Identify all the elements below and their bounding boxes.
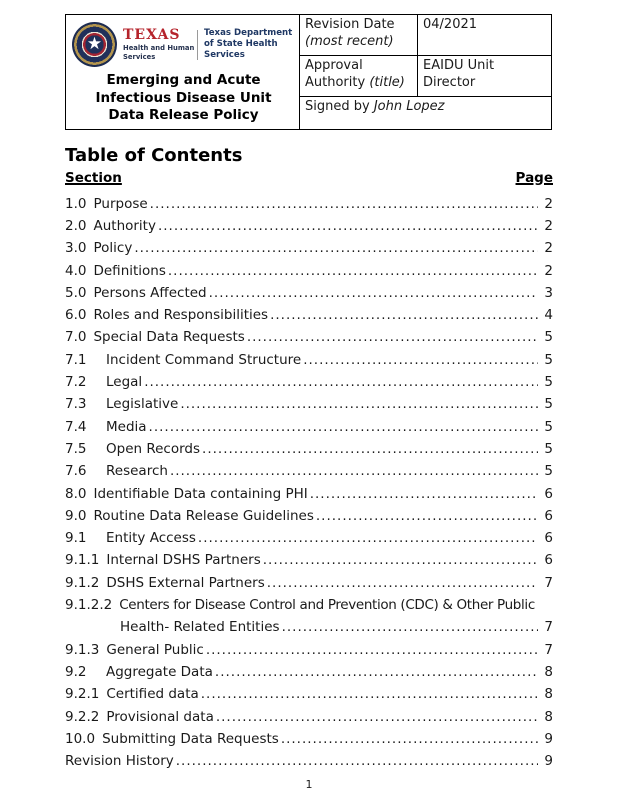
toc-row <box>65 639 553 661</box>
hhs-label: Health and Human Services <box>123 44 195 61</box>
toc-section-header: Section <box>65 169 122 186</box>
toc-entry-label: Purpose <box>93 195 148 212</box>
toc-entry-page: 5 <box>544 396 553 413</box>
toc-row-continuation <box>65 616 553 638</box>
toc-entry-number: 7.4 <box>65 418 87 435</box>
toc-entry-page: 8 <box>544 686 553 703</box>
toc-entry-label: Legal <box>106 374 143 391</box>
dot-leader <box>215 661 538 683</box>
revision-date-value: 04/2021 <box>423 17 478 32</box>
dot-leader <box>201 683 538 705</box>
signed-by-name: John Lopez <box>373 98 445 114</box>
toc-row <box>65 438 553 460</box>
signed-by-row <box>300 97 551 129</box>
toc-entry-page: 4 <box>544 307 553 324</box>
toc-entry-number: 7.5 <box>65 440 87 457</box>
dot-leader <box>267 572 538 594</box>
toc-entry-number: 9.1.2.2 <box>65 597 113 614</box>
toc-entry-page: 7 <box>544 619 553 636</box>
toc-entry-label: Research <box>106 463 168 480</box>
dot-leader <box>149 416 538 438</box>
toc-entry-number: 2.0 <box>65 217 87 234</box>
toc-entry-number: 1.0 <box>65 195 87 212</box>
toc-entry-page: 5 <box>544 329 553 346</box>
toc-entry-number: 9.1.2 <box>65 574 100 591</box>
dot-leader <box>170 460 538 482</box>
approval-authority-note: (title) <box>369 74 405 90</box>
toc-entry-label: Open Records <box>106 440 201 457</box>
dot-leader <box>180 393 538 415</box>
toc-entry-label: Aggregate Data <box>106 663 213 680</box>
toc-entry-page: 5 <box>544 374 553 391</box>
toc-entry-number: 4.0 <box>65 262 87 279</box>
toc-entry-page: 2 <box>544 195 553 212</box>
toc-row <box>65 728 553 750</box>
toc-entry-page: 5 <box>544 351 553 368</box>
toc-entry-label: Authority <box>93 217 156 234</box>
toc-entry-page: 8 <box>544 663 553 680</box>
dot-leader <box>209 282 538 304</box>
toc-entry-page: 6 <box>544 507 553 524</box>
toc-entry-number: 5.0 <box>65 284 87 301</box>
approval-authority-row <box>300 56 551 97</box>
toc-entry-page: 5 <box>544 463 553 480</box>
toc-entry-number: 7.0 <box>65 329 87 346</box>
toc-entry-number: 9.1.3 <box>65 641 100 658</box>
toc-page-header: Page <box>515 169 553 186</box>
toc-entry-label: Definitions <box>93 262 166 279</box>
header-left-cell <box>66 15 300 129</box>
toc-row <box>65 349 553 371</box>
toc-entry-label: Certified data <box>106 686 199 703</box>
dot-leader <box>176 750 538 772</box>
toc-entry-page: 6 <box>544 485 553 502</box>
toc-entry-number: 9.2 <box>65 663 87 680</box>
toc-entry-number: 7.3 <box>65 396 87 413</box>
toc-row <box>65 237 553 259</box>
toc-entry-label: Roles and Responsibilities <box>93 307 269 324</box>
toc-row <box>65 483 553 505</box>
dot-leader <box>144 371 538 393</box>
toc-row <box>65 572 553 594</box>
toc-row <box>65 371 553 393</box>
toc-entry-page: 5 <box>544 440 553 457</box>
toc-entry-label: Media <box>106 418 147 435</box>
toc-row <box>65 706 553 728</box>
toc-entry-number: 9.1 <box>65 530 87 547</box>
hhs-logo-text <box>123 28 195 61</box>
toc-row <box>65 549 553 571</box>
toc-entry-label: General Public <box>106 641 204 658</box>
dot-leader <box>158 215 538 237</box>
toc-entry-number: 6.0 <box>65 307 87 324</box>
toc-entry-page: 2 <box>544 262 553 279</box>
toc-row <box>65 260 553 282</box>
toc-entry-number: 9.1.1 <box>65 552 100 569</box>
toc-entry-number: 9.0 <box>65 507 87 524</box>
toc-row <box>65 527 553 549</box>
texas-wordmark: TEXAS <box>123 27 181 44</box>
dot-leader <box>303 349 538 371</box>
toc-row <box>65 683 553 705</box>
toc-entry-label: DSHS External Partners <box>106 574 265 591</box>
toc-entry-page: 6 <box>544 552 553 569</box>
toc-row <box>65 505 553 527</box>
toc-entry-label: Provisional data <box>106 708 214 725</box>
signed-by-cell <box>300 97 450 129</box>
revision-date-label-text: Revision Date <box>305 17 395 32</box>
toc-entry-number: 7.2 <box>65 374 87 391</box>
dot-leader <box>202 438 538 460</box>
toc-entry-label: Special Data Requests <box>93 329 245 346</box>
dshs-label: Texas Department of State Health Services <box>204 27 293 61</box>
logo-divider <box>197 30 198 60</box>
document-title: Emerging and Acute Infectious Disease Unit Data Release Policy <box>95 72 272 124</box>
toc-entry-number: 7.6 <box>65 463 87 480</box>
dot-leader <box>216 706 538 728</box>
approval-authority-label <box>300 56 418 96</box>
toc-list <box>65 193 553 773</box>
toc-row <box>65 326 553 348</box>
header-table <box>65 14 552 130</box>
toc-row <box>65 393 553 415</box>
revision-date-row <box>300 15 551 56</box>
toc-entry-page: 3 <box>544 284 553 301</box>
toc-entry-number: 8.0 <box>65 485 87 502</box>
star-icon: ★ <box>86 34 103 54</box>
toc-entry-page: 7 <box>544 574 553 591</box>
toc-entry-page: 9 <box>544 753 553 770</box>
dot-leader <box>150 193 538 215</box>
header-right-grid <box>300 15 551 129</box>
toc-entry-page: 6 <box>544 530 553 547</box>
toc-entry-label: Internal DSHS Partners <box>106 552 261 569</box>
dot-leader <box>270 304 538 326</box>
dot-leader <box>206 639 538 661</box>
toc-entry-number: 9.2.1 <box>65 686 100 703</box>
toc-row <box>65 215 553 237</box>
approval-authority-value: EAIDU Unit Director <box>423 57 495 90</box>
dot-leader <box>198 527 538 549</box>
toc-entry-page: 8 <box>544 708 553 725</box>
toc-entry-label: Policy <box>93 240 133 257</box>
footer-page-number: 1 <box>305 778 313 791</box>
agency-logo <box>72 22 295 67</box>
toc-entry-label: Submitting Data Requests <box>102 730 279 747</box>
dot-leader <box>263 549 538 571</box>
toc-row <box>65 304 553 326</box>
toc-row <box>65 460 553 482</box>
toc-entry-page: 9 <box>544 730 553 747</box>
dot-leader <box>281 728 538 750</box>
toc-entry-label: Legislative <box>106 396 179 413</box>
toc-entry-number: 7.1 <box>65 351 87 368</box>
toc-entry-label: Identifiable Data containing PHI <box>93 485 308 502</box>
toc-entry-page: 2 <box>544 240 553 257</box>
dot-leader <box>282 616 538 638</box>
toc-column-headers <box>65 170 553 186</box>
toc-entry-page: 5 <box>544 418 553 435</box>
toc-row <box>65 661 553 683</box>
toc-row <box>65 282 553 304</box>
dot-leader <box>310 483 538 505</box>
revision-date-label <box>300 15 418 55</box>
signed-by-prefix: Signed by <box>305 98 370 114</box>
dot-leader <box>316 505 538 527</box>
toc-section <box>65 146 553 772</box>
toc-row <box>65 193 553 215</box>
revision-date-note: (most recent) <box>305 33 394 49</box>
toc-row <box>65 594 553 616</box>
toc-entry-page: 2 <box>544 217 553 234</box>
toc-entry-page: 7 <box>544 641 553 658</box>
toc-entry-label-line2: Health- Related Entities <box>120 619 280 636</box>
toc-entry-number: 9.2.2 <box>65 708 100 725</box>
toc-entry-label: Incident Command Structure <box>106 351 302 368</box>
dot-leader <box>247 326 538 348</box>
toc-entry-label: Persons Affected <box>93 284 207 301</box>
dot-leader <box>168 260 538 282</box>
toc-entry-label: Revision History <box>65 753 174 770</box>
dot-leader <box>134 237 538 259</box>
toc-entry-label: Routine Data Release Guidelines <box>93 507 314 524</box>
texas-state-seal-icon <box>72 22 117 67</box>
toc-entry-label: Entity Access <box>106 530 196 547</box>
toc-entry-label: Centers for Disease Control and Prevention (CDC) & Other Public <box>119 597 535 614</box>
toc-row <box>65 416 553 438</box>
toc-entry-number: 10.0 <box>65 730 96 747</box>
toc-entry-number: 3.0 <box>65 240 87 257</box>
approval-authority-label-text: Approval Authority <box>305 57 366 90</box>
toc-row <box>65 750 553 772</box>
toc-title: Table of Contents <box>65 145 243 166</box>
